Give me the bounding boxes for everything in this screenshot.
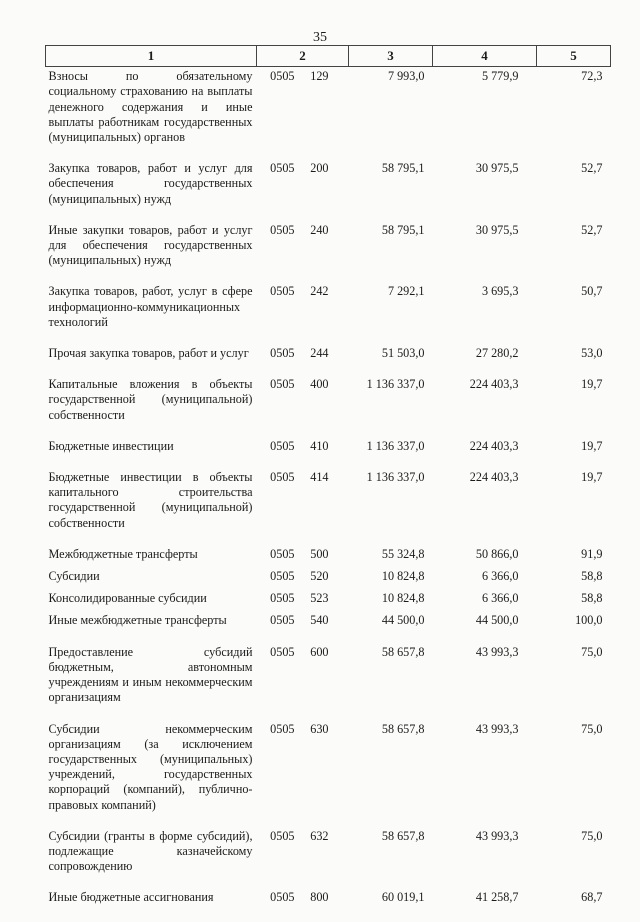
row-fact-value: 5 779,9 bbox=[481, 69, 519, 84]
row-name: Закупка товаров, работ и услуг для обеспечения государственных (муниципальных) нужд bbox=[48, 161, 253, 206]
row-percent-value: 19,7 bbox=[581, 470, 603, 485]
row-fact-value: 30 975,5 bbox=[475, 161, 519, 176]
table-row bbox=[46, 161, 611, 223]
row-fact-value: 50 866,0 bbox=[475, 546, 519, 561]
row-plan-value: 10 824,8 bbox=[381, 569, 425, 584]
row-name: Предоставление субсидий бюджетным, автономным учреждениям и иным некоммерческим организациям bbox=[48, 644, 253, 705]
row-name: Закупка товаров, работ, услуг в сфере информационно-коммуникационных технологий bbox=[48, 284, 253, 329]
table-row bbox=[46, 890, 611, 921]
row-plan-value: 58 657,8 bbox=[381, 828, 425, 843]
row-codes bbox=[257, 439, 349, 470]
row-expense-type-code: 632 bbox=[310, 828, 329, 843]
row-percent-value: 58,8 bbox=[581, 569, 603, 584]
row-name: Капитальные вложения в объекты государственной (муниципальной) собственности bbox=[48, 377, 253, 422]
row-fact-value: 27 280,2 bbox=[475, 346, 519, 361]
row-fact-value: 44 500,0 bbox=[475, 613, 519, 628]
row-plan-value: 1 136 337,0 bbox=[366, 438, 425, 453]
row-plan-value: 44 500,0 bbox=[381, 613, 425, 628]
row-section-code: 0505 bbox=[270, 222, 295, 237]
row-expense-type-code: 240 bbox=[310, 222, 329, 237]
row-expense-type-code: 410 bbox=[310, 438, 329, 453]
row-codes bbox=[257, 67, 349, 162]
row-percent-value: 53,0 bbox=[581, 346, 603, 361]
row-expense-type-code: 540 bbox=[310, 613, 329, 628]
row-plan-value: 1 136 337,0 bbox=[366, 470, 425, 485]
row-percent-value: 52,7 bbox=[581, 222, 603, 237]
row-plan-value: 58 795,1 bbox=[381, 161, 425, 176]
row-plan-value: 7 292,1 bbox=[387, 284, 425, 299]
table-row bbox=[46, 829, 611, 891]
row-plan-value: 55 324,8 bbox=[381, 546, 425, 561]
row-percent-value: 58,8 bbox=[581, 591, 603, 606]
row-name: Межбюджетные трансферты bbox=[48, 546, 198, 561]
row-plan-value: 58 795,1 bbox=[381, 222, 425, 237]
column-header-3: 3 bbox=[349, 46, 433, 67]
column-header-1: 1 bbox=[46, 46, 257, 67]
row-percent-value: 19,7 bbox=[581, 377, 603, 392]
row-percent-value: 19,7 bbox=[581, 438, 603, 453]
table-row bbox=[46, 346, 611, 377]
row-section-code: 0505 bbox=[270, 613, 295, 628]
row-codes bbox=[257, 284, 349, 346]
row-section-code: 0505 bbox=[270, 721, 295, 736]
row-fact-value: 43 993,3 bbox=[475, 721, 519, 736]
row-section-code: 0505 bbox=[270, 644, 295, 659]
row-percent-value: 72,3 bbox=[581, 69, 603, 84]
table-row bbox=[46, 547, 611, 569]
row-codes bbox=[257, 645, 349, 722]
table-row bbox=[46, 722, 611, 829]
row-percent-value: 91,9 bbox=[581, 546, 603, 561]
table-row bbox=[46, 67, 611, 162]
table-row bbox=[46, 569, 611, 591]
row-name: Прочая закупка товаров, работ и услуг bbox=[48, 346, 249, 361]
row-expense-type-code: 523 bbox=[310, 591, 329, 606]
row-name: Субсидии (гранты в форме субсидий), подлежащие казначейскому сопровождению bbox=[48, 828, 253, 874]
row-percent-value: 68,7 bbox=[581, 890, 603, 905]
page-number: 35 bbox=[313, 30, 327, 45]
row-percent-value: 75,0 bbox=[581, 721, 603, 736]
row-plan-value: 51 503,0 bbox=[381, 346, 425, 361]
budget-table bbox=[45, 45, 611, 922]
row-fact-value: 224 403,3 bbox=[469, 470, 519, 485]
row-expense-type-code: 200 bbox=[310, 161, 329, 176]
row-section-code: 0505 bbox=[270, 161, 295, 176]
row-percent-value: 100,0 bbox=[575, 613, 603, 628]
row-fact-value: 3 695,3 bbox=[481, 284, 519, 299]
row-name: Иные закупки товаров, работ и услуг для обеспечения государственных (муниципальных) нужд bbox=[48, 222, 253, 268]
row-expense-type-code: 600 bbox=[310, 644, 329, 659]
row-name: Бюджетные инвестиции в объекты капитального строительства государственной (муниципальной) собственности bbox=[48, 470, 253, 530]
row-section-code: 0505 bbox=[270, 438, 295, 453]
row-expense-type-code: 800 bbox=[310, 890, 329, 905]
row-expense-type-code: 242 bbox=[310, 284, 329, 299]
table-row bbox=[46, 223, 611, 285]
table-row bbox=[46, 613, 611, 644]
column-header-4: 4 bbox=[433, 46, 537, 67]
row-section-code: 0505 bbox=[270, 569, 295, 584]
row-codes bbox=[257, 377, 349, 439]
row-plan-value: 7 993,0 bbox=[387, 69, 425, 84]
row-name: Иные бюджетные ассигнования bbox=[48, 890, 214, 905]
row-codes bbox=[257, 470, 349, 547]
row-codes bbox=[257, 890, 349, 921]
row-section-code: 0505 bbox=[270, 890, 295, 905]
row-name: Субсидии некоммерческим организациям (за исключением государственных (муниципальных) учреждений, государственных корпораций (компаний), публично-правовых компаний) bbox=[48, 721, 253, 812]
row-expense-type-code: 129 bbox=[310, 69, 329, 84]
row-codes bbox=[257, 613, 349, 644]
row-name: Субсидии bbox=[48, 569, 100, 584]
row-expense-type-code: 400 bbox=[310, 377, 329, 392]
table-row bbox=[46, 645, 611, 722]
row-expense-type-code: 244 bbox=[310, 346, 329, 361]
row-name: Иные межбюджетные трансферты bbox=[48, 613, 227, 628]
row-fact-value: 41 258,7 bbox=[475, 890, 519, 905]
row-fact-value: 43 993,3 bbox=[475, 828, 519, 843]
table-header-row bbox=[46, 46, 611, 67]
row-fact-value: 6 366,0 bbox=[481, 591, 519, 606]
row-expense-type-code: 500 bbox=[310, 546, 329, 561]
row-codes bbox=[257, 569, 349, 591]
row-percent-value: 75,0 bbox=[581, 644, 603, 659]
row-name: Взносы по обязательному социальному страхованию на выплаты денежного содержания и иные выплаты работникам государственных (муниципальных) органов bbox=[48, 69, 253, 145]
row-section-code: 0505 bbox=[270, 377, 295, 392]
row-codes bbox=[257, 722, 349, 829]
row-codes bbox=[257, 547, 349, 569]
table-row bbox=[46, 377, 611, 439]
row-plan-value: 1 136 337,0 bbox=[366, 377, 425, 392]
row-section-code: 0505 bbox=[270, 470, 295, 485]
row-fact-value: 43 993,3 bbox=[475, 644, 519, 659]
table-row bbox=[46, 284, 611, 346]
row-percent-value: 50,7 bbox=[581, 284, 603, 299]
row-name: Бюджетные инвестиции bbox=[48, 438, 174, 453]
row-plan-value: 58 657,8 bbox=[381, 721, 425, 736]
row-plan-value: 58 657,8 bbox=[381, 644, 425, 659]
table-row bbox=[46, 470, 611, 547]
row-codes bbox=[257, 346, 349, 377]
row-percent-value: 52,7 bbox=[581, 161, 603, 176]
row-section-code: 0505 bbox=[270, 546, 295, 561]
column-header-5: 5 bbox=[537, 46, 611, 67]
table-row bbox=[46, 591, 611, 613]
row-fact-value: 224 403,3 bbox=[469, 377, 519, 392]
row-codes bbox=[257, 829, 349, 891]
row-section-code: 0505 bbox=[270, 284, 295, 299]
row-codes bbox=[257, 591, 349, 613]
table-row bbox=[46, 439, 611, 470]
row-codes bbox=[257, 161, 349, 223]
row-section-code: 0505 bbox=[270, 828, 295, 843]
row-plan-value: 60 019,1 bbox=[381, 890, 425, 905]
row-fact-value: 6 366,0 bbox=[481, 569, 519, 584]
row-percent-value: 75,0 bbox=[581, 828, 603, 843]
row-fact-value: 224 403,3 bbox=[469, 438, 519, 453]
row-expense-type-code: 630 bbox=[310, 721, 329, 736]
row-section-code: 0505 bbox=[270, 346, 295, 361]
row-name: Консолидированные субсидии bbox=[48, 591, 207, 606]
row-fact-value: 30 975,5 bbox=[475, 222, 519, 237]
column-header-2: 2 bbox=[257, 46, 349, 67]
row-expense-type-code: 414 bbox=[310, 470, 329, 485]
row-plan-value: 10 824,8 bbox=[381, 591, 425, 606]
row-section-code: 0505 bbox=[270, 69, 295, 84]
row-section-code: 0505 bbox=[270, 591, 295, 606]
row-expense-type-code: 520 bbox=[310, 569, 329, 584]
row-codes bbox=[257, 223, 349, 285]
